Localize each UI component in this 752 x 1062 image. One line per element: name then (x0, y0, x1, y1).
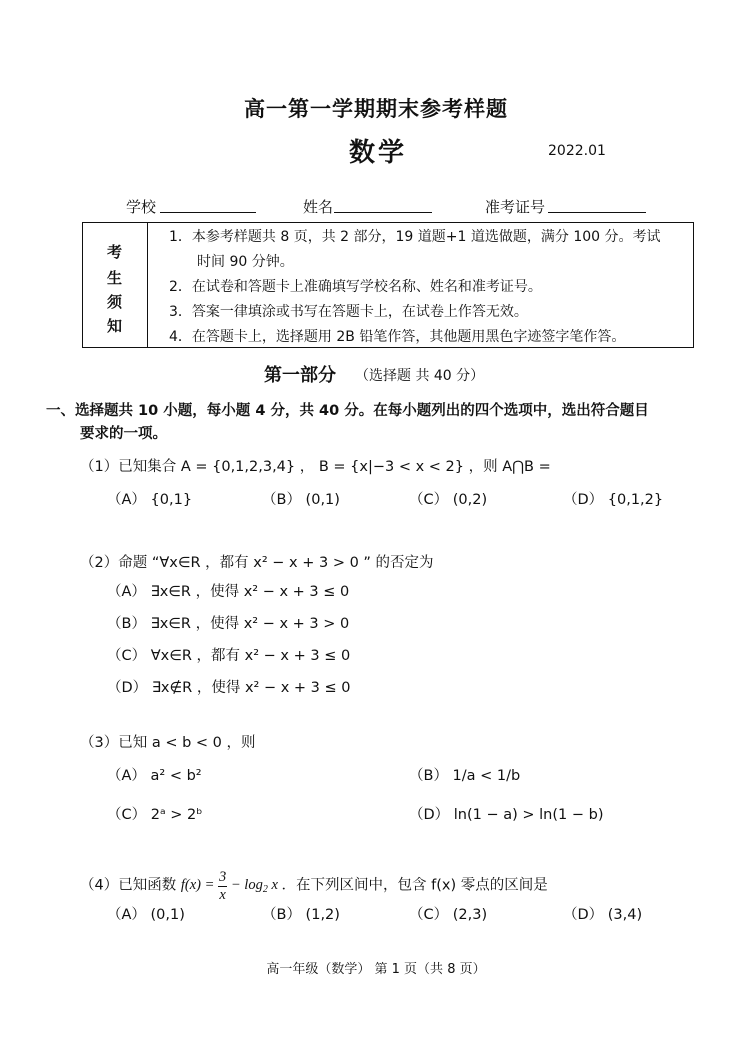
exam-number-label: 准考证号 (485, 198, 546, 216)
q4-stem-suffix: ．在下列区间中，包含 f(x) 零点的区间是 (281, 877, 548, 894)
question-1-stem: （1）已知集合 A = {0,1,2,3,4} ， B = {x|−3 < x < 2} ，则 A⋂B = (80, 459, 551, 475)
notice-item: 时间 90 分钟。 (197, 254, 294, 270)
q2-option-d[interactable]: （D） ∃x∉R ，使得 x² − x + 3 ≤ 0 (107, 680, 351, 696)
q1-option-d[interactable]: （D） {0,1,2} (563, 492, 664, 508)
q3-option-d[interactable]: （D） ln(1 − a) > ln(1 − b) (409, 807, 604, 823)
part-subtitle: （选择题 共 40 分） (355, 368, 485, 384)
exam-number-blank[interactable] (548, 212, 646, 213)
q1-option-b[interactable]: （B） (0,1) (262, 492, 340, 508)
q2-option-b[interactable]: （B） ∃x∈R ，使得 x² − x + 3 > 0 (107, 616, 350, 632)
q2-option-c[interactable]: （C） ∀x∈R ，都有 x² − x + 3 ≤ 0 (107, 648, 351, 664)
q3-option-b[interactable]: （B） 1/a < 1/b (409, 768, 521, 784)
q1-option-a[interactable]: （A） {0,1} (107, 492, 193, 508)
q3-option-c[interactable]: （C） 2ᵃ > 2ᵇ (107, 807, 203, 823)
notice-box (82, 222, 694, 348)
section-instructions-cont: 要求的一项。 (80, 426, 167, 442)
name-blank[interactable] (334, 212, 432, 213)
question-2-stem: （2）命题 “∀x∈R ，都有 x² − x + 3 > 0 ” 的否定为 (80, 555, 434, 571)
q4-option-b[interactable]: （B） (1,2) (262, 907, 340, 923)
q3-option-a[interactable]: （A） a² < b² (107, 768, 202, 784)
section-instructions: 一、选择题共 10 小题，每小题 4 分，共 40 分。在每小题列出的四个选项中，选出符合题目 (46, 403, 649, 419)
page-footer: 高一年级（数学） 第 1 页（共 8 页） (266, 962, 486, 977)
notice-item: 3．答案一律填涂或书写在答题卡上，在试卷上作答无效。 (169, 304, 528, 320)
q4-option-d[interactable]: （D） (3,4) (563, 907, 643, 923)
notice-char: 考 (107, 243, 123, 261)
name-label: 姓名 (303, 198, 334, 216)
q4-function-formula: f(x) = $\frac{3}{x}$ − $\log_2 x$ (180, 869, 282, 903)
q1-option-c[interactable]: （C） (0,2) (409, 492, 488, 508)
notice-char: 知 (107, 317, 123, 335)
notice-item: 4．在答题卡上，选择题用 2B 铅笔作答，其他题用黑色字迹签字笔作答。 (169, 329, 626, 345)
q4-stem-prefix: （4）已知函数 (80, 877, 177, 894)
notice-side-label (83, 223, 148, 347)
q4-option-a[interactable]: （A） (0,1) (107, 907, 185, 923)
q2-option-a[interactable]: （A） ∃x∈R ，使得 x² − x + 3 ≤ 0 (107, 584, 350, 600)
part-title: 第一部分 (264, 365, 336, 386)
subject-title: 数学 (349, 138, 408, 168)
q4-option-c[interactable]: （C） (2,3) (409, 907, 488, 923)
school-label: 学校 (126, 198, 157, 216)
notice-item: 1．本参考样题共 8 页，共 2 部分，19 道题+1 道选做题，满分 100 分。考试 (169, 229, 661, 245)
exam-date: 2022.01 (548, 143, 606, 159)
notice-char: 生 (107, 269, 123, 287)
question-4-stem (80, 870, 548, 902)
exam-title: 高一第一学期期末参考样题 (244, 97, 508, 121)
notice-char: 须 (107, 293, 123, 311)
school-blank[interactable] (160, 212, 256, 213)
question-3-stem: （3）已知 a < b < 0 ，则 (80, 735, 256, 751)
notice-item: 2．在试卷和答题卡上准确填写学校名称、姓名和准考证号。 (169, 279, 542, 295)
